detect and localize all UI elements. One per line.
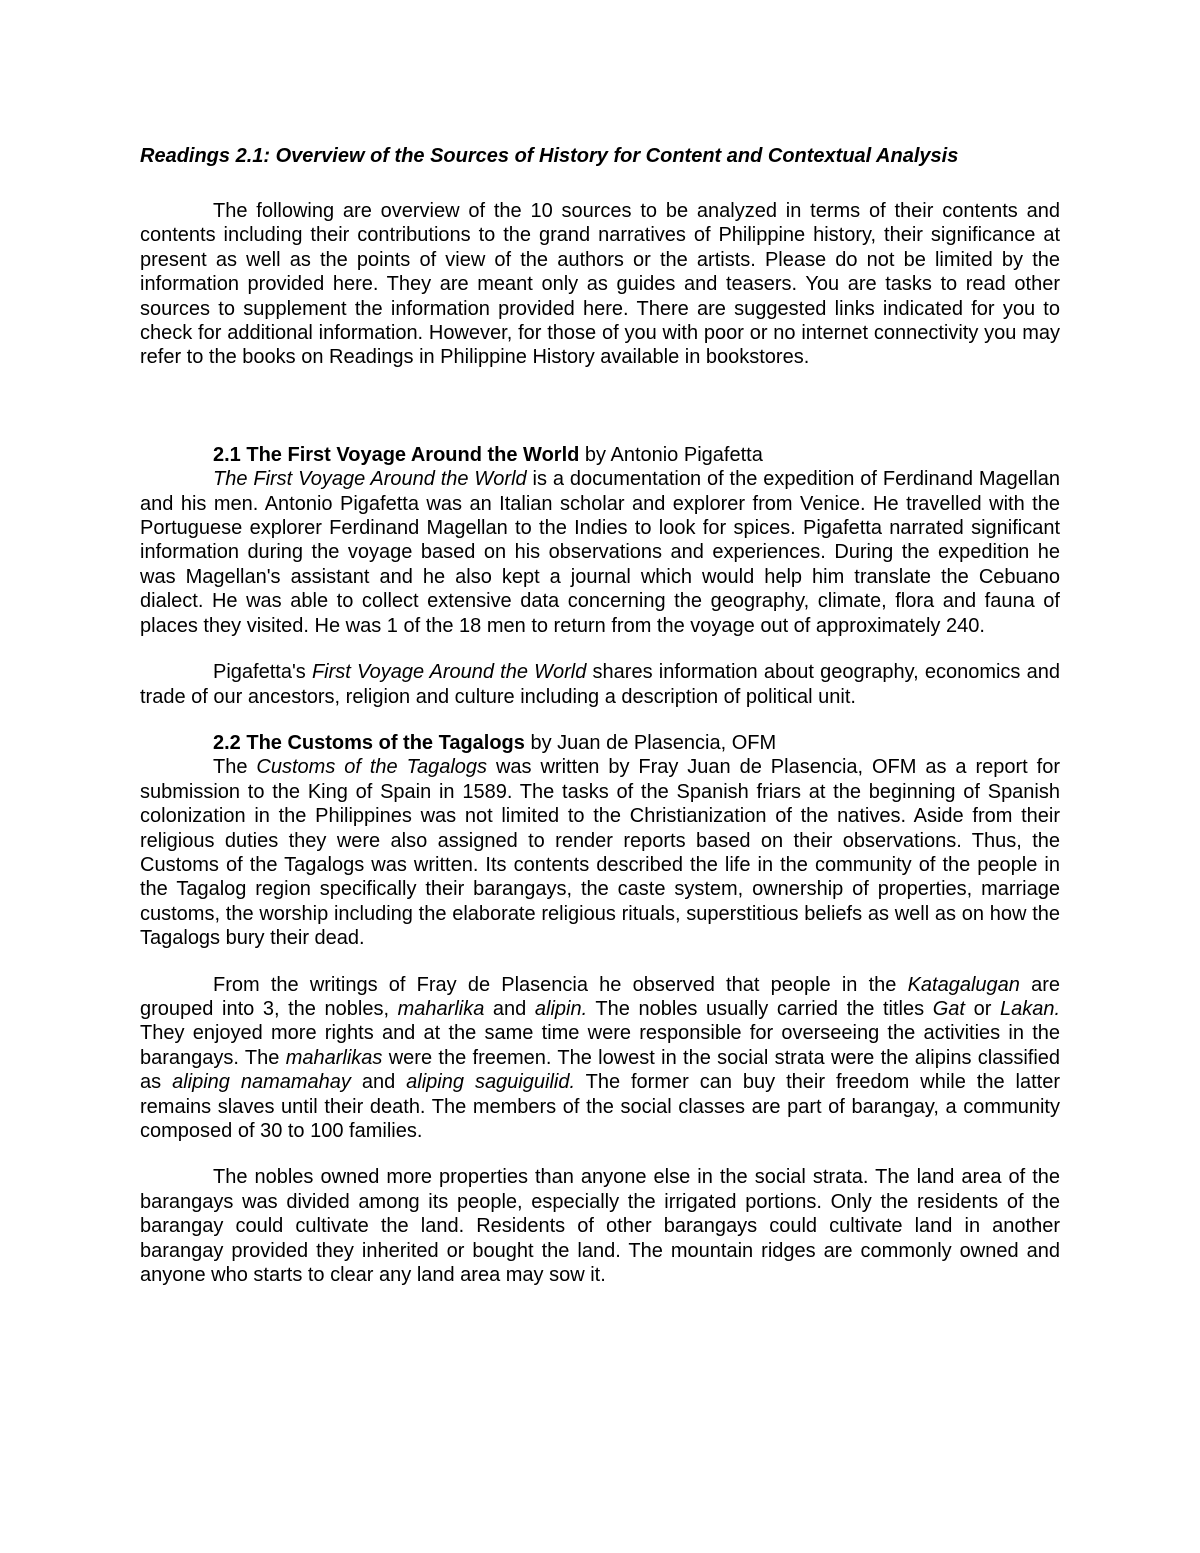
italic-term: Lakan. (999, 997, 1061, 1020)
section-heading-2-1 (140, 443, 1060, 467)
paragraph-text: was written by Fray Juan de Plasencia, OFM as a report for submission to the King of Spain in 1589. The tasks of the Spanish friars at the beginning of Spanish colonization in the Philippines was not limited to the Christianization of the natives. Aside from their religious duties they were also assigned to render reports based on their observations. Thus, the Customs of the Tagalogs was written. Its contents described the life in the community of the people in the Tagalog region specifically their barangays, the caste system, ownership of properties, marriage customs, the worship including the elaborate religious rituals, superstitious beliefs as well as on how the Tagalogs bury their dead. (140, 756, 1061, 950)
paragraph-text: The nobles usually carried the titles (587, 997, 933, 1020)
spacer (140, 370, 1060, 443)
paragraph-text: Pigafetta's (213, 661, 312, 684)
paragraph-text: and (350, 1071, 407, 1094)
section-2-2-paragraph-1 (140, 755, 1060, 950)
document-page (140, 143, 1060, 1287)
spacer (140, 709, 1060, 731)
italic-term: Gat (932, 997, 965, 1020)
section-2-1-paragraph-1 (140, 467, 1060, 638)
paragraph-text: From the writings of Fray de Plasencia he observed that people in the (213, 973, 908, 996)
section-heading-2-2 (140, 731, 1060, 755)
work-title: Customs of the Tagalogs (256, 756, 488, 779)
italic-term: aliping saguiguilid. (406, 1071, 576, 1094)
spacer (140, 951, 1060, 973)
document-title: Readings 2.1: Overview of the Sources of History for Content and Contextual Analysis (140, 145, 959, 167)
paragraph-text: The former can buy their freedom while the latter remains slaves until their death. The members of the social classes are part of barangay, a community composed of 30 to 100 families. (140, 1071, 1061, 1142)
section-author-2-1: by Antonio Pigafetta (579, 443, 763, 466)
paragraph-text: The (213, 756, 257, 779)
paragraph-text: are grouped into 3, the nobles, (140, 973, 1060, 1020)
section-title-2-2: 2.2 The Customs of the Tagalogs (213, 731, 525, 754)
italic-term: aliping namamahay (172, 1071, 351, 1094)
section-2-2-paragraph-3: The nobles owned more properties than anyone else in the social strata. The land area of the barangays was divided among its people, especially the irrigated portions. Only the residents of the barangay could cultivate the land. Residents of other barangays could cultivate land in another barangay provided they inherited or bought the land. The mountain ridges are commonly owned and anyone who starts to clear any land area may sow it. (140, 1166, 1060, 1287)
italic-term: maharlika (397, 997, 485, 1020)
paragraph-text: shares information about geography, economics and trade of our ancestors, religion and culture including a description of political unit. (140, 661, 1060, 708)
work-title: First Voyage Around the World (311, 661, 587, 684)
spacer (140, 1143, 1060, 1165)
italic-term: Katagalugan (907, 973, 1020, 996)
paragraph-text: or (964, 997, 1000, 1020)
section-author-2-2: by Juan de Plasencia, OFM (524, 731, 777, 754)
section-title-2-1: 2.1 The First Voyage Around the World (213, 443, 580, 466)
section-2-2-paragraph-2 (140, 973, 1060, 1144)
italic-term: alipin. (534, 997, 588, 1020)
paragraph-text: and (484, 997, 535, 1020)
italic-term: maharlikas (285, 1046, 383, 1069)
spacer (140, 638, 1060, 660)
paragraph-text: were the freemen. The lowest in the social strata were the alipins classified as (140, 1046, 1061, 1094)
intro-paragraph: The following are overview of the 10 sources to be analyzed in terms of their contents and contents including their contributions to the grand narratives of Philippine history, their significance at present as well as the points of view of the authors or the artists. Please do not be limited by the information provided here. They are meant only as guides and teasers. You are tasks to read other sources to supplement the information provided here. There are suggested links indicated for you to check for additional information. However, for those of you with poor or no internet connectivity you may refer to the books on Readings in Philippine History available in bookstores. (140, 200, 1060, 369)
paragraph-text: is a documentation of the expedition of Ferdinand Magellan and his men. Antonio Pigafetta was an Italian scholar and explorer from Venice. He travelled with the Portuguese explorer Ferdinand Magellan to the Indies to look for spices. Pigafetta narrated significant information during the voyage based on his observations and experiences. During the expedition he was Magellan's assistant and he also kept a journal which would help him translate the Cebuano dialect. He was able to collect extensive data concerning the geography, climate, flora and fauna of places they visited. He was 1 of the 18 men to return from the voyage out of approximately 240. (140, 468, 1060, 637)
paragraph-text: They enjoyed more rights and at the same time were responsible for overseeing the activities in the barangays. The (140, 1022, 1060, 1069)
section-2-1-paragraph-2 (140, 660, 1060, 709)
work-title: The First Voyage Around the World (213, 468, 527, 491)
